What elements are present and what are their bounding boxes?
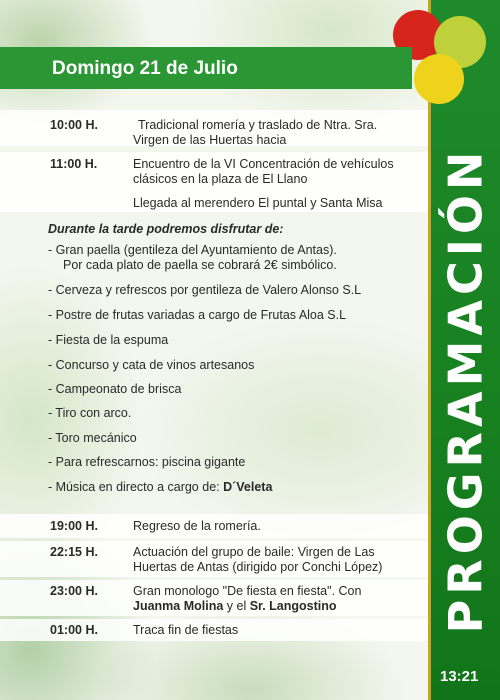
- list-item: - Campeonato de brisca: [48, 382, 182, 396]
- schedule-time: 22:15 H.: [50, 545, 98, 559]
- schedule-time: 23:00 H.: [50, 584, 98, 598]
- list-item: - Concurso y cata de vinos artesanos: [48, 358, 255, 372]
- status-time: 13:21: [440, 668, 479, 685]
- side-title-container: [430, 130, 500, 650]
- yellow-circle-icon: [414, 54, 464, 104]
- schedule-text: Actuación del grupo de baile: Virgen de Las: [133, 545, 375, 559]
- list-item: - Postre de frutas variadas a cargo de Frutas Aloa S.L: [48, 308, 347, 322]
- schedule-text: Encuentro de la VI Concentración de vehículos: [133, 157, 394, 171]
- list-item: - Fiesta de la espuma: [48, 333, 169, 347]
- list-item-music: [48, 480, 408, 495]
- schedule-text: Virgen de las Huertas hacia: [133, 133, 287, 147]
- list-item: Por cada plato de paella se cobrará 2€ simbólico.: [63, 258, 337, 272]
- schedule-time: 19:00 H.: [50, 519, 98, 533]
- music-band: D´Veleta: [223, 480, 273, 494]
- schedule-text: Huertas de Antas (dirigido por Conchi López): [133, 560, 383, 574]
- list-item: - Toro mecánico: [48, 431, 137, 445]
- schedule-time: 10:00 H.: [50, 118, 98, 132]
- schedule-time: 01:00 H.: [50, 623, 98, 637]
- schedule-text: Gran monologo "De fiesta en fiesta". Con: [133, 584, 362, 598]
- schedule-text: clásicos en la plaza de El Llano: [133, 172, 308, 186]
- connector-text: y el: [223, 599, 250, 613]
- music-prefix: - Música en directo a cargo de:: [48, 480, 224, 494]
- schedule-text: Regreso de la romería.: [133, 519, 261, 533]
- list-item: - Tiro con arco.: [48, 406, 132, 420]
- list-item: - Cerveza y refrescos por gentileza de Valero Alonso S.L: [48, 283, 362, 297]
- page-title: Domingo 21 de Julio: [52, 58, 238, 79]
- schedule-text: Traca fin de fiestas: [133, 623, 239, 637]
- performer-name: Sr. Langostino: [249, 599, 337, 613]
- side-title: PROGRAMACIÓN: [438, 146, 492, 634]
- list-item: - Para refrescarnos: piscina gigante: [48, 455, 246, 469]
- performer-name: Juanma Molina: [133, 599, 224, 613]
- list-item: - Gran paella (gentileza del Ayuntamiento de Antas).: [48, 243, 337, 257]
- schedule-text: Tradicional romería y traslado de Ntra. Sra.: [138, 118, 378, 132]
- section-title: Durante la tarde podremos disfrutar de:: [48, 222, 284, 236]
- schedule-text: Llegada al merendero El puntal y Santa Misa: [133, 196, 383, 210]
- schedule-text: [133, 599, 425, 614]
- schedule-time: 11:00 H.: [50, 157, 98, 171]
